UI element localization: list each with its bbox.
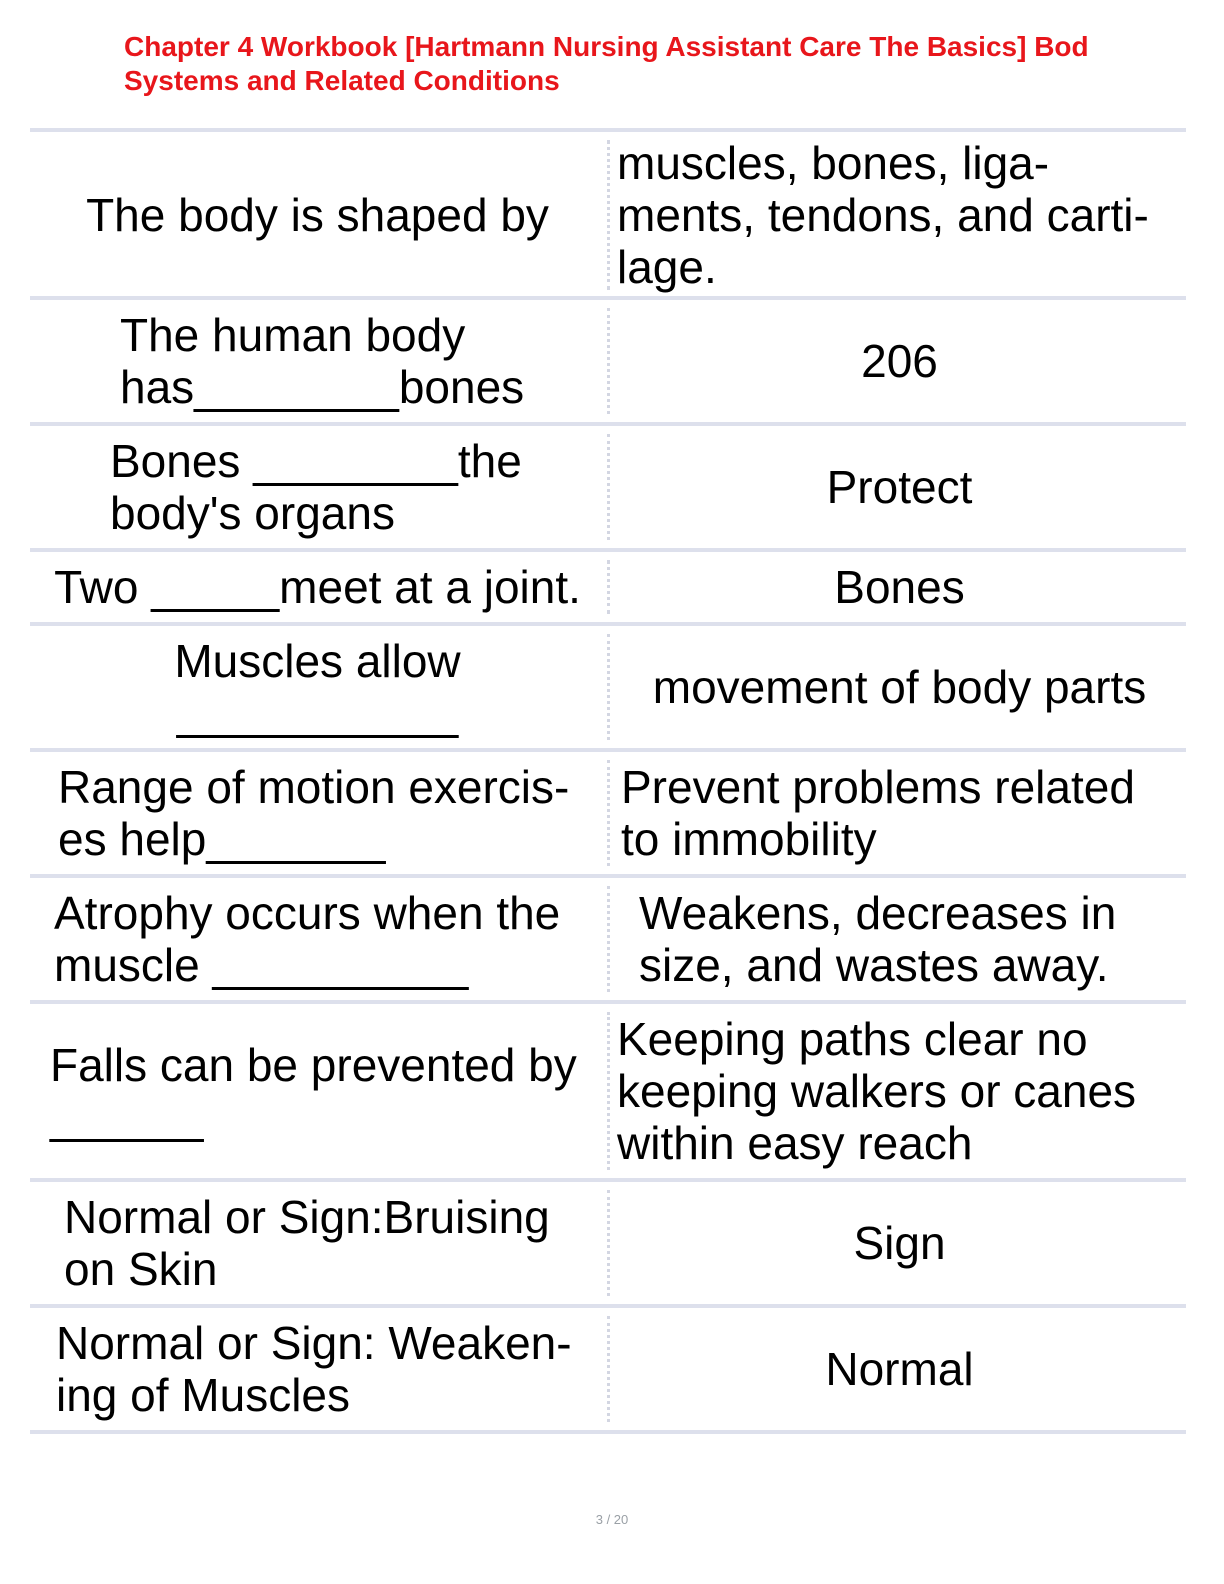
answer-cell <box>613 552 1186 622</box>
answer-text: Protect <box>826 461 973 513</box>
question-text: Bones ________the <box>110 435 522 487</box>
column-divider <box>607 560 610 614</box>
question-text: The human body <box>120 309 466 361</box>
answer-text: within easy reach <box>617 1117 973 1169</box>
document-title <box>124 30 1224 98</box>
question-cell <box>30 1004 605 1178</box>
flashcard-row <box>30 878 1186 1000</box>
question-text: Muscles allow <box>174 635 461 687</box>
answer-cell <box>613 132 1190 298</box>
answer-text: Sign <box>853 1217 946 1269</box>
answer-text: Keeping paths clear no <box>617 1013 1088 1065</box>
question-text: Atrophy occurs when the <box>54 887 561 939</box>
flashcard-row <box>30 1182 1186 1304</box>
flashcard-row <box>30 626 1186 748</box>
question-cell <box>30 878 605 1000</box>
answer-text: movement of body parts <box>652 661 1147 713</box>
answer-text: muscles, bones, liga- <box>617 137 1050 189</box>
title-line-2: Systems and Related Conditions <box>124 65 560 96</box>
answer-text: lage. <box>617 241 717 293</box>
flashcard-row <box>30 426 1186 548</box>
question-text: es help_______ <box>58 813 386 865</box>
title-line-1: Chapter 4 Workbook [Hartmann Nursing Assistant Care The Basics] Bod <box>124 31 1089 62</box>
question-cell <box>30 426 605 548</box>
column-divider <box>607 1012 610 1170</box>
flashcard-row <box>30 132 1186 298</box>
question-text: ___________ <box>176 687 459 739</box>
answer-cell <box>613 1182 1186 1304</box>
question-text: Two _____meet at a joint. <box>54 561 581 613</box>
column-divider <box>607 886 610 992</box>
question-cell <box>30 626 605 748</box>
question-text: Normal or Sign:Bruising <box>64 1191 550 1243</box>
answer-text: keeping walkers or canes <box>617 1065 1137 1117</box>
answer-text: Prevent problems related <box>621 761 1135 813</box>
column-divider <box>607 140 610 290</box>
flashcard-row <box>30 752 1186 874</box>
answer-text: to immobility <box>621 813 877 865</box>
answer-text: 206 <box>861 335 938 387</box>
question-cell <box>30 132 605 298</box>
answer-cell <box>613 752 1194 874</box>
page-indicator: 3 / 20 <box>595 1512 629 1527</box>
answer-text: size, and wastes away. <box>639 939 1109 991</box>
question-text: body's organs <box>110 487 395 539</box>
question-cell <box>30 752 605 874</box>
answer-cell <box>613 626 1186 748</box>
column-divider <box>607 1190 610 1296</box>
question-text: has________bones <box>120 361 525 413</box>
question-text: Normal or Sign: Weaken- <box>56 1317 572 1369</box>
question-text: Falls can be prevented by <box>50 1039 577 1091</box>
question-cell <box>30 552 605 622</box>
answer-cell <box>613 878 1212 1000</box>
question-text: ______ <box>50 1091 204 1143</box>
question-text: on Skin <box>64 1243 218 1295</box>
question-text: The body is shaped by <box>86 189 549 241</box>
answer-text: Bones <box>834 561 965 613</box>
answer-cell <box>613 426 1186 548</box>
answer-cell <box>613 1004 1190 1178</box>
answer-cell <box>613 300 1186 422</box>
answer-text: Normal <box>825 1343 974 1395</box>
answer-text: ments, tendons, and carti- <box>617 189 1149 241</box>
question-text: muscle __________ <box>54 939 469 991</box>
flashcard-row <box>30 552 1186 622</box>
flashcard-row <box>30 1004 1186 1178</box>
question-text: Range of motion exercis- <box>58 761 570 813</box>
column-divider <box>607 308 610 414</box>
answer-cell <box>613 1308 1186 1430</box>
column-divider <box>607 434 610 540</box>
question-cell <box>30 300 605 422</box>
column-divider <box>607 1316 610 1422</box>
column-divider <box>607 634 610 740</box>
flashcard-row <box>30 300 1186 422</box>
flashcard-row <box>30 1308 1186 1430</box>
question-cell <box>30 1182 605 1304</box>
question-cell <box>30 1308 605 1430</box>
row-rule <box>30 1430 1186 1434</box>
question-text: ing of Muscles <box>56 1369 351 1421</box>
answer-text: Weakens, decreases in <box>639 887 1117 939</box>
column-divider <box>607 760 610 866</box>
